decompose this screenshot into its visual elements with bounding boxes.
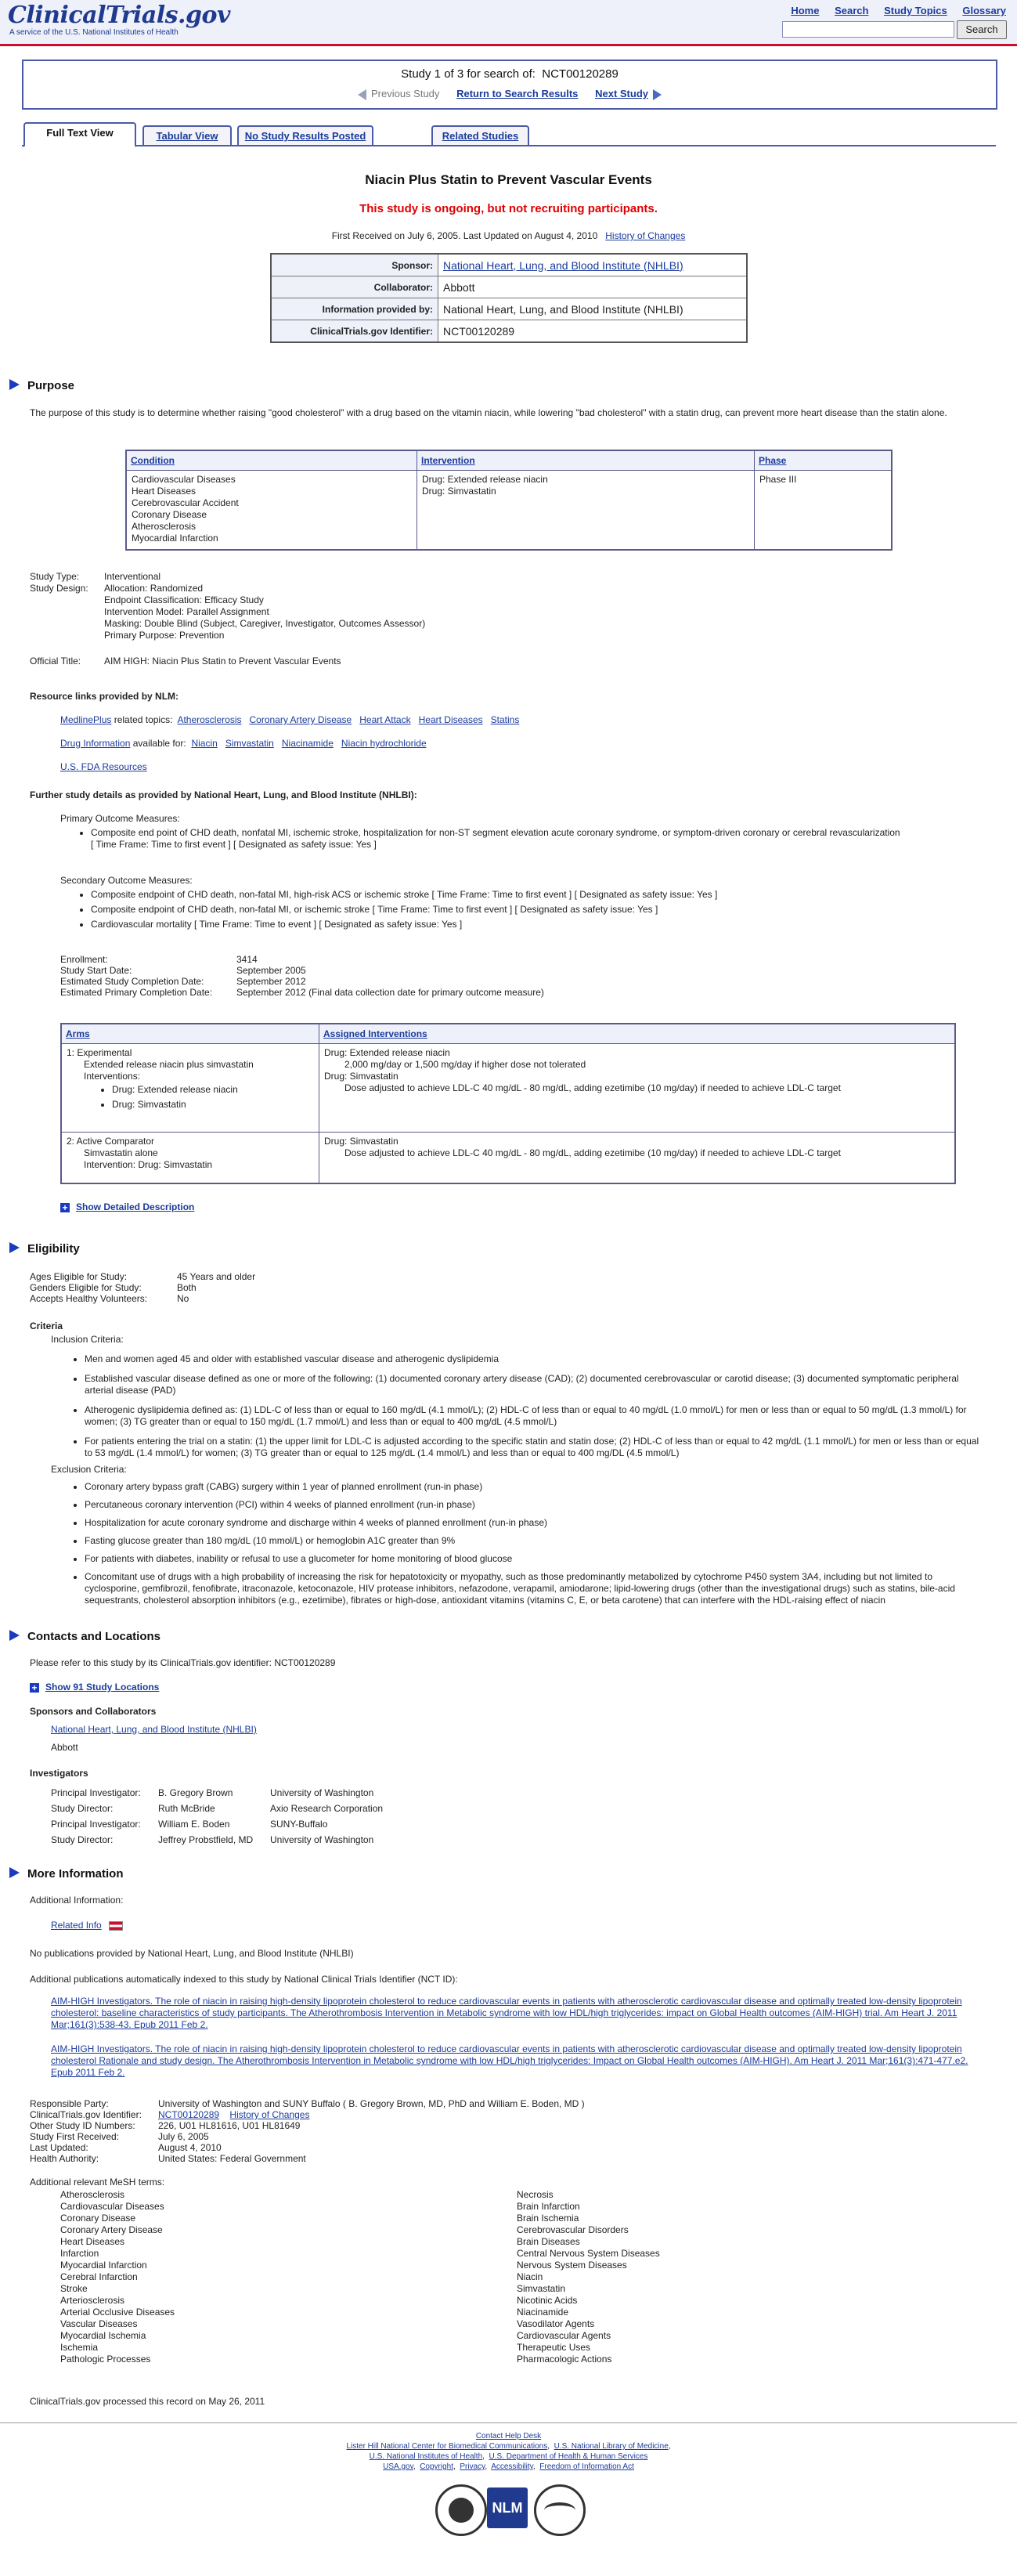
topic-link[interactable]: Coronary Artery Disease (249, 714, 352, 725)
footer-link[interactable]: U.S. Department of Health & Human Services (489, 2452, 648, 2461)
identifier-key: ClinicalTrials.gov Identifier: (271, 320, 438, 343)
study-title: Niacin Plus Statin to Prevent Vascular Events (365, 172, 652, 187)
investigator-org: SUNY-Buffalo (270, 1819, 328, 1830)
purpose-heading (9, 379, 74, 392)
mesh-term: Myocardial Infarction (60, 2260, 147, 2271)
mesh-term: Nicotinic Acids (517, 2295, 578, 2306)
site-tagline: A service of the U.S. National Institutes of Health (9, 28, 179, 37)
further-details-heading: Further study details as provided by National Heart, Lung, and Blood Institute (NHLBI): (30, 789, 417, 800)
mesh-term: Niacin (517, 2271, 543, 2282)
record-key: Study First Received: (30, 2131, 120, 2142)
tab-underline (22, 145, 996, 146)
section-arrow-icon (9, 1630, 20, 1641)
record-key: ClinicalTrials.gov Identifier: (30, 2109, 142, 2120)
study-type-value: Interventional (104, 571, 161, 582)
contact-help-desk-link[interactable]: Contact Help Desk (475, 2432, 542, 2441)
mesh-term: Coronary Artery Disease (60, 2224, 163, 2235)
mesh-terms-label: Additional relevant MeSH terms: (30, 2177, 165, 2188)
record-key: Other Study ID Numbers: (30, 2120, 135, 2131)
mesh-term: Brain Diseases (517, 2236, 580, 2247)
table-row (61, 1044, 955, 1133)
mesh-term: Nervous System Diseases (517, 2260, 627, 2271)
topic-link[interactable]: Heart Diseases (418, 714, 483, 725)
mesh-term: Ischemia (60, 2342, 99, 2353)
investigator-role: Principal Investigator: (51, 1787, 141, 1798)
footer-link[interactable]: Privacy (460, 2462, 485, 2471)
arm-description: Simvastatin alone (84, 1147, 158, 1158)
assigned-item: Dose adjusted to achieve LDL-C 40 mg/dL - 80 mg/dL, adding ezetimibe (10 mg/day) if needed to achieve LDL-C target (344, 1147, 841, 1158)
investigators-heading: Investigators (30, 1768, 88, 1779)
investigator-names (158, 1785, 253, 1848)
footer-link[interactable]: U.S. National Institutes of Health (369, 2452, 483, 2461)
show-study-locations-link[interactable]: Show 91 Study Locations (45, 1682, 160, 1693)
fact-value: September 2012 (236, 976, 306, 987)
collaborator-value: Abbott (438, 276, 748, 298)
record-value: United States: Federal Government (158, 2153, 306, 2164)
list-item: • Atherogenic dyslipidemia defined as: (1) LDL-C of less than or equal to 160 mg/dL (4.1 mmol/L); (2) HDL-C of less than or equal to 40 mg/dL (1.0 mmol/L) for men or less than or equal to 50 mg/dL (1.3 mmol/L) for women; (3) TG greater than or equal to 150 mg/dL (1.7 mmol/L) and less than or equal to 400 mg/dL (4.5 mmol/L) (85, 1404, 985, 1428)
arm-title: 1: Experimental (67, 1047, 132, 1058)
site-logo[interactable]: ClinicalTrials.gov (8, 2, 230, 29)
next-arrow-icon[interactable] (653, 89, 662, 100)
intervention-item: Drug: Simvastatin (422, 486, 496, 497)
investigator-org: University of Washington (270, 1787, 374, 1798)
study-type-key: Study Type: (30, 571, 80, 582)
footer-link[interactable]: U.S. National Library of Medicine (554, 2442, 669, 2451)
nih-seal-icon[interactable] (435, 2484, 487, 2536)
record-identifier-link[interactable]: NCT00120289 (158, 2109, 220, 2120)
fact-value: September 2012 (Final data collection date for primary outcome measure) (236, 987, 544, 998)
study-facts-keys (60, 954, 212, 998)
section-arrow-icon (9, 1867, 20, 1878)
investigator-org: Axio Research Corporation (270, 1803, 384, 1814)
mesh-term: Heart Diseases (60, 2236, 125, 2247)
received-updated-dates (0, 230, 1017, 241)
mesh-term: Cardiovascular Agents (517, 2330, 611, 2341)
next-study-link[interactable]: Next Study (595, 88, 648, 99)
expand-plus-icon[interactable]: + (30, 1683, 39, 1693)
record-key: Last Updated: (30, 2142, 88, 2153)
auto-publications-label: Additional publications automatically indexed to this study by National Clinical Trials Identifier (NCT ID): (30, 1974, 458, 1985)
list-item: • Established vascular disease defined as one or more of the following: (1) documented coronary artery disease (CAD); (2) documented cerebrovascular or carotid disease; (3) documented symptomatic peripheral arterial disease (PAD) (85, 1373, 985, 1396)
medlineplus-link[interactable]: MedlinePlus (60, 714, 112, 725)
primary-outcome-list (77, 827, 905, 854)
hhs-seal-icon[interactable] (534, 2484, 586, 2536)
mesh-term: Atherosclerosis (60, 2189, 125, 2200)
design-item: Allocation: Randomized (104, 583, 204, 594)
assigned-interventions-header[interactable]: Assigned Interventions (323, 1028, 427, 1039)
study-of-label: Study 1 of 3 for search of: (401, 67, 536, 81)
design-item: Masking: Double Blind (Subject, Caregiver, Investigator, Outcomes Assessor) (104, 618, 426, 629)
investigator-name: B. Gregory Brown (158, 1787, 233, 1798)
mesh-term: Arteriosclerosis (60, 2295, 125, 2306)
sponsor-link[interactable]: National Heart, Lung, and Blood Institute (NHLBI) (443, 258, 683, 272)
table-header-row (61, 1024, 955, 1044)
footer-link[interactable]: Copyright (420, 2462, 453, 2471)
assigned-item: Drug: Simvastatin (324, 1071, 399, 1082)
eligibility-values (177, 1271, 255, 1304)
topic-link[interactable]: Atherosclerosis (177, 714, 242, 725)
design-item: Primary Purpose: Prevention (104, 630, 225, 641)
condition-item: Heart Diseases (132, 486, 197, 497)
medlineplus-row (60, 714, 519, 725)
secondary-outcome-label: Secondary Outcome Measures: (60, 875, 193, 886)
nav-study-topics-link[interactable]: Study Topics (884, 5, 947, 16)
identifier-value: NCT00120289 (438, 320, 748, 343)
study-nav-links (23, 88, 996, 100)
condition-item: Coronary Disease (132, 509, 207, 520)
list-item: • Composite end point of CHD death, nonfatal MI, ischemic stroke, hospitalization for non-ST segment elevation acute coronary syndrome, or symptom-driven coronary or cerebral revascularization [ Time Frame: Time to first event ] [ Designated as safety issue: Yes ] (91, 827, 905, 851)
condition-item: Cerebrovascular Accident (132, 497, 239, 508)
footer-link[interactable]: Freedom of Information Act (539, 2462, 634, 2471)
eligibility-key: Accepts Healthy Volunteers: (30, 1293, 148, 1304)
external-link-flag-icon (109, 1921, 123, 1931)
recruitment-status: This study is ongoing, but not recruiting participants. (359, 202, 658, 215)
record-facts-keys (30, 2098, 142, 2164)
condition-header[interactable]: Condition (131, 455, 175, 466)
footer-divider (0, 2422, 1017, 2423)
eligibility-value: 45 Years and older (177, 1271, 256, 1282)
record-value: University of Washington and SUNY Buffalo ( B. Gregory Brown, MD, PhD and William E. Boden, MD ) (158, 2098, 585, 2109)
nav-glossary-link[interactable]: Glossary (962, 5, 1006, 16)
contacts-heading-text: Contacts and Locations (27, 1630, 161, 1643)
list-item: • Hospitalization for acute coronary syndrome and discharge within 4 weeks of planned enrollment (run-in phase) (85, 1517, 985, 1529)
return-to-results-link[interactable]: Return to Search Results (456, 88, 579, 99)
purpose-heading-text: Purpose (27, 379, 75, 392)
table-header-row (126, 450, 892, 471)
top-nav (778, 5, 1006, 16)
investigator-orgs (270, 1785, 383, 1848)
list-item: • Percutaneous coronary intervention (PCI) within 4 weeks of planned enrollment (run-in phase) (85, 1499, 985, 1511)
list-item: • For patients entering the trial on a statin: (1) the upper limit for LDL-C is adjusted according to the specific statin and statin dose; (2) HDL-C of less than or equal to 42 mg/dL (1.1 mmol/L) for men or less than or equal to 53 mg/dL (1.4 mmol/L) for women; (3) TG greater than or equal to 125 mg/dL (1.4 mmol/L) and less than or equal to 400 mg/DL (4.5 mmol/L) (85, 1436, 985, 1459)
mesh-term: Niacinamide (517, 2307, 569, 2318)
tab-related-studies[interactable]: Related Studies (431, 125, 529, 146)
tab-tabular-view[interactable]: Tabular View (142, 125, 232, 146)
inclusion-label: Inclusion Criteria: (51, 1334, 124, 1345)
condition-item: Cardiovascular Diseases (132, 474, 236, 485)
nav-home-link[interactable]: Home (791, 5, 820, 16)
list-item: • Cardiovascular mortality [ Time Frame: Time to event ] [ Designated as safety issue: Yes ] (91, 919, 991, 930)
mesh-term: Cerebrovascular Disorders (517, 2224, 629, 2235)
mesh-term: Simvastatin (517, 2283, 566, 2294)
info-provided-key: Information provided by: (271, 298, 438, 320)
record-value: July 6, 2005 (158, 2131, 209, 2142)
publication-link[interactable]: AIM-HIGH Investigators. The role of niacin in raising high-density lipoprotein cholesterol to reduce cardiovascular events in patients with atherosclerotic cardiovascular disease and optimally treated low-density lipoprotein cholesterol: baseline characteristics of study participants. The Atherothrombosis Intervention in Metabolic syndrome with low HDL/high triglycerides: impact on Global Health outcomes (AIM-HIGH) trial. Am Heart J. 2011 Mar;161(3):538-43. Epub 2011 Feb 2. (51, 1996, 962, 2030)
mesh-term: Stroke (60, 2283, 88, 2294)
site-footer: Contact Help Desk Lister Hill National Center for Biomedical Communications, U.S. National Library of Medicine, U.S. National Institutes of Health, U.S. Department of Health & Human Services USA.gov, Copyright, Privacy, Accessibility, Freedom of Information Act (346, 2432, 671, 2471)
more-info-heading-text: More Information (27, 1867, 124, 1881)
list-item: • Fasting glucose greater than 180 mg/dL (10 mmol/L) or hemoglobin A1C greater than 9% (85, 1535, 985, 1547)
resource-links-heading: Resource links provided by NLM: (30, 691, 179, 702)
mesh-term: Arterial Occlusive Diseases (60, 2307, 175, 2318)
contacts-heading (9, 1630, 160, 1643)
record-history-link[interactable]: History of Changes (229, 2109, 310, 2120)
study-of-nct: NCT00120289 (542, 67, 618, 81)
drug-link[interactable]: Niacin hydrochloride (341, 738, 427, 749)
table-row (61, 1133, 955, 1184)
study-of-search (23, 67, 996, 81)
eligibility-heading (9, 1242, 80, 1255)
eligibility-heading-text: Eligibility (27, 1242, 80, 1255)
condition-item: Atherosclerosis (132, 521, 197, 532)
mesh-term: Central Nervous System Diseases (517, 2248, 660, 2259)
mesh-term: Brain Ischemia (517, 2213, 579, 2224)
previous-study-link: Previous Study (370, 88, 440, 99)
search-button[interactable]: Search (957, 20, 1007, 39)
arms-table (60, 1023, 956, 1184)
arm-interventions-label: Intervention: Drug: Simvastatin (84, 1159, 213, 1170)
drug-information-link[interactable]: Drug Information (60, 738, 131, 749)
show-detailed-description-row[interactable] (60, 1201, 194, 1212)
record-value: 226, U01 HL81616, U01 HL81649 (158, 2120, 301, 2131)
list-item: • Men and women aged 45 and older with established vascular disease and atherogenic dyslipidemia (85, 1353, 985, 1365)
sponsor-table (270, 253, 748, 343)
list-item: • Composite endpoint of CHD death, non-fatal MI, or ischemic stroke [ Time Frame: Time to first event ] [ Designated as safety issue: Yes ] (91, 904, 991, 916)
table-row (271, 276, 747, 298)
phase-header[interactable]: Phase (759, 455, 787, 466)
exclusion-label: Exclusion Criteria: (51, 1464, 127, 1475)
eligibility-key: Genders Eligible for Study: (30, 1282, 142, 1293)
criteria-heading: Criteria (30, 1321, 63, 1331)
fact-key: Estimated Study Completion Date: (60, 976, 204, 987)
nav-search-link[interactable]: Search (835, 5, 869, 16)
section-arrow-icon (9, 379, 20, 390)
condition-table (125, 450, 893, 551)
mesh-term: Therapeutic Uses (517, 2342, 591, 2353)
collaborator-abbott: Abbott (51, 1742, 78, 1753)
processed-date-text: ClinicalTrials.gov processed this record on May 26, 2011 (30, 2396, 265, 2407)
history-of-changes-link[interactable]: History of Changes (605, 230, 686, 241)
list-item: • Concomitant use of drugs with a high probability of increasing the risk for hepatotoxicity or myopathy, such as those predominantly metabolized by cytochrome P450 system 3A4, including but not limited to cyclosporine, gemfibrozil, fenofibrate, itraconazole, ketoconazole, HIV protease inhibitors, nefazodone, verapamil, amiodarone; lipid-lowering drugs (other than the investigational drugs) such as statins, bile-acid sequestrants, cholesterol absorption inhibitors (e.g., ezetimibe), fibrates or high-dose, antioxidant vitamins (vitamins C, E, or beta carotene) that can interfere with the HDL-raising effect of niacin (85, 1571, 985, 1606)
mesh-term: Necrosis (517, 2189, 554, 2200)
drug-link[interactable]: Niacin (191, 738, 218, 749)
investigator-org: University of Washington (270, 1834, 374, 1845)
study-facts-values (236, 954, 544, 998)
investigator-role: Study Director: (51, 1834, 114, 1845)
inclusion-list (70, 1353, 985, 1462)
list-item: • Drug: Simvastatin (112, 1099, 314, 1111)
official-title-key: Official Title: (30, 656, 81, 667)
list-item: • Coronary artery bypass graft (CABG) surgery within 1 year of planned enrollment (run-in phase) (85, 1481, 985, 1493)
primary-outcome-label: Primary Outcome Measures: (60, 813, 180, 824)
no-publications-text: No publications provided by National Heart, Lung, and Blood Institute (NHLBI) (30, 1948, 354, 1959)
site-header (0, 0, 1017, 46)
table-row (271, 254, 747, 276)
assigned-item: Drug: Simvastatin (324, 1136, 399, 1147)
mesh-term: Vascular Diseases (60, 2318, 138, 2329)
official-title-value: AIM HIGH: Niacin Plus Statin to Prevent Vascular Events (104, 656, 341, 667)
mesh-term: Myocardial Ischemia (60, 2330, 146, 2341)
drug-link[interactable]: Simvastatin (225, 738, 274, 749)
fact-key: Estimated Primary Completion Date: (60, 987, 213, 998)
record-value: August 4, 2010 (158, 2142, 222, 2153)
available-for-label: available for: (132, 738, 186, 749)
eligibility-value: No (177, 1293, 189, 1304)
drug-info-row (60, 738, 427, 749)
fact-value: September 2005 (236, 965, 306, 976)
design-item: Endpoint Classification: Efficacy Study (104, 594, 264, 605)
arms-header[interactable]: Arms (66, 1028, 90, 1039)
section-arrow-icon (9, 1242, 20, 1253)
list-item: • For patients with diabetes, inability or refusal to use a glucometer for home monitoring of blood glucose (85, 1553, 985, 1565)
purpose-text: The purpose of this study is to determine whether raising "good cholesterol" with a drug based on the vitamin niacin, while lowering "bad cholesterol" with a statin drug, can prevent more heart disease than the statin alone. (30, 407, 947, 418)
tab-study-results[interactable]: No Study Results Posted (237, 125, 373, 146)
record-key: Health Authority: (30, 2153, 99, 2164)
tab-full-text-view[interactable]: Full Text View (23, 122, 136, 147)
fact-value: 3414 (236, 954, 258, 965)
assigned-item: Dose adjusted to achieve LDL-C 40 mg/dL - 80 mg/dL, adding ezetimibe (10 mg/day) if needed to achieve LDL-C target (344, 1082, 841, 1093)
intervention-item: Drug: Extended release niacin (422, 474, 548, 485)
mesh-term: Pharmacologic Actions (517, 2354, 612, 2365)
mesh-term: Coronary Disease (60, 2213, 136, 2224)
study-design-values (104, 583, 425, 641)
mesh-term: Pathologic Processes (60, 2354, 151, 2365)
table-row (271, 320, 747, 343)
study-design-key: Study Design: (30, 583, 88, 594)
sponsor-key: Sponsor: (271, 254, 438, 276)
investigator-name: Jeffrey Probstfield, MD (158, 1834, 254, 1845)
mesh-term: Vasodilator Agents (517, 2318, 595, 2329)
related-topics-label: related topics: (114, 714, 173, 725)
investigator-name: Ruth McBride (158, 1803, 215, 1814)
arm-intervention-list (98, 1084, 314, 1111)
footer-link[interactable]: Accessibility (491, 2462, 533, 2471)
assigned-item: 2,000 mg/day or 1,500 mg/day if higher dose not tolerated (344, 1059, 586, 1070)
show-locations-row[interactable] (30, 1682, 159, 1693)
previous-arrow-icon (358, 89, 366, 100)
investigator-roles (51, 1785, 141, 1848)
expand-plus-icon[interactable]: + (60, 1203, 70, 1212)
eligibility-value: Both (177, 1282, 197, 1293)
arm-interventions-label: Interventions: (84, 1071, 141, 1082)
nlm-logo-icon[interactable]: NLM (487, 2487, 528, 2528)
exclusion-list (70, 1481, 985, 1610)
footer-link[interactable]: Lister Hill National Center for Biomedical Communications (346, 2442, 548, 2451)
arm-title: 2: Active Comparator (67, 1136, 155, 1147)
more-info-heading (9, 1867, 124, 1881)
fda-resources-link[interactable]: U.S. FDA Resources (60, 761, 147, 772)
assigned-item: Drug: Extended release niacin (324, 1047, 450, 1058)
collaborator-key: Collaborator: (271, 276, 438, 298)
investigator-name: William E. Boden (158, 1819, 230, 1830)
refer-identifier-text: Please refer to this study by its ClinicalTrials.gov identifier: NCT00120289 (30, 1657, 336, 1668)
eligibility-keys (30, 1271, 147, 1304)
related-info-row (51, 1920, 123, 1931)
dates-text: First Received on July 6, 2005. Last Updated on August 4, 2010 (331, 230, 598, 241)
mesh-term: Infarction (60, 2248, 99, 2259)
search-input[interactable] (782, 21, 954, 38)
list-item: • Drug: Extended release niacin (112, 1084, 314, 1096)
footer-link[interactable]: USA.gov (383, 2462, 413, 2471)
related-info-link[interactable]: Related Info (51, 1920, 102, 1931)
condition-item: Myocardial Infarction (132, 533, 218, 544)
phase-value: Phase III (755, 471, 893, 551)
topic-link[interactable]: Heart Attack (359, 714, 411, 725)
mesh-terms-right (517, 2189, 660, 2365)
mesh-term: Cerebral Infarction (60, 2271, 138, 2282)
mesh-term: Cardiovascular Diseases (60, 2201, 164, 2212)
sponsor-nhlbi-link[interactable]: National Heart, Lung, and Blood Institute (NHLBI) (51, 1724, 257, 1735)
record-facts-values (158, 2098, 585, 2164)
design-item: Intervention Model: Parallel Assignment (104, 606, 269, 617)
record-key: Responsible Party: (30, 2098, 109, 2109)
secondary-outcome-list (77, 889, 991, 934)
investigator-role: Study Director: (51, 1803, 114, 1814)
arm-description: Extended release niacin plus simvastatin (84, 1059, 254, 1070)
intervention-header[interactable]: Intervention (421, 455, 475, 466)
mesh-terms-left (60, 2189, 175, 2365)
investigator-role: Principal Investigator: (51, 1819, 141, 1830)
mesh-term: Brain Infarction (517, 2201, 580, 2212)
eligibility-key: Ages Eligible for Study: (30, 1271, 128, 1282)
table-row (126, 471, 892, 551)
info-provided-value: National Heart, Lung, and Blood Institute (NHLBI) (438, 298, 748, 320)
sponsors-collaborators-heading: Sponsors and Collaborators (30, 1706, 157, 1717)
fact-key: Study Start Date: (60, 965, 132, 976)
table-row (271, 298, 747, 320)
list-item: • Composite endpoint of CHD death, non-fatal MI, high-risk ACS or ischemic stroke [ Time Frame: Time to first event ] [ Designated as safety issue: Yes ] (91, 889, 991, 901)
additional-info-label: Additional Information: (30, 1895, 124, 1906)
drug-link[interactable]: Niacinamide (281, 738, 334, 749)
study-navigation-box (22, 60, 997, 110)
publication-link[interactable]: AIM-HIGH Investigators. The role of niacin in raising high-density lipoprotein cholesterol to reduce cardiovascular events in patients with atherosclerotic cardiovascular disease and optimally treated low-density lipoprotein cholesterol Rationale and study design. The Atherothrombosis Intervention in Metabolic syndrome with low HDL/high triglycerides: Impact on Global Health outcomes (AIM-HIGH). Am Heart J. 2011 Mar;161(3):471-477.e2. Epub 2011 Feb 2. (51, 2043, 968, 2078)
topic-link[interactable]: Statins (490, 714, 520, 725)
fact-key: Enrollment: (60, 954, 108, 965)
show-detailed-description-link[interactable]: Show Detailed Description (76, 1201, 195, 1212)
